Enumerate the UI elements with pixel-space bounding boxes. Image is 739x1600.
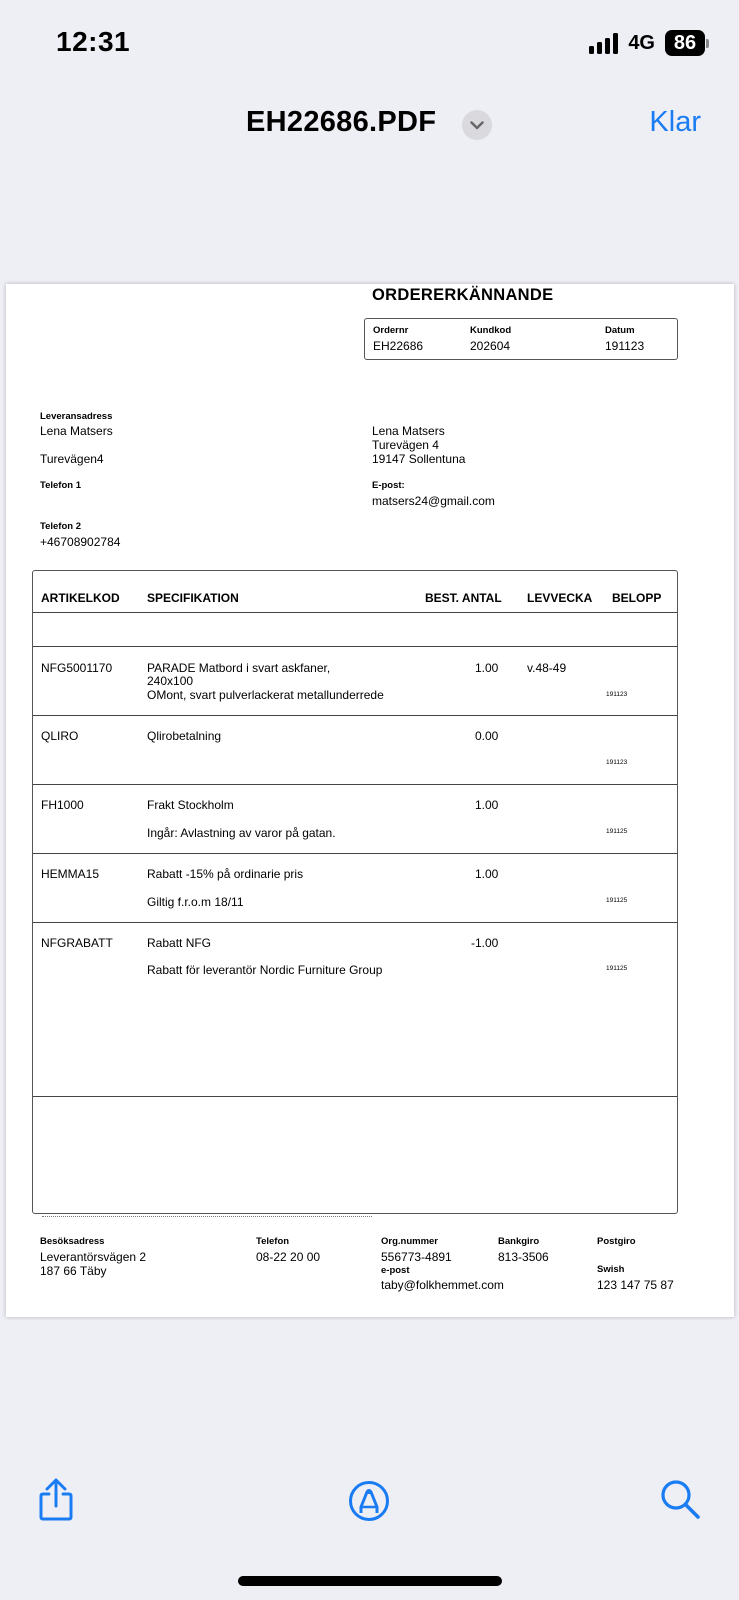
pdf-page[interactable]: [6, 284, 734, 1317]
markup-icon: [348, 1480, 390, 1522]
date-label: Datum: [605, 325, 635, 336]
battery-icon: [665, 30, 709, 56]
phone2-value: +46708902784: [40, 535, 121, 549]
row-code: QLIRO: [41, 729, 79, 743]
search-button[interactable]: [660, 1479, 702, 1526]
row-qty: 1.00: [475, 661, 499, 675]
network-type: 4G: [628, 31, 655, 54]
row-code: HEMMA15: [41, 867, 100, 881]
footer-phone-label: Telefon: [256, 1236, 290, 1247]
col-header-week: LEVVECKA: [527, 591, 593, 605]
row-code: NFG5001170: [41, 661, 113, 675]
row-spec-line2: Giltig f.r.o.m 18/11: [147, 895, 244, 909]
row-spec-line3: OMont, svart pulverlackerat metallunderrede: [147, 688, 384, 702]
delivery-name: Lena Matsers: [40, 424, 113, 438]
swish-label: Swish: [597, 1264, 625, 1275]
swish-value: 123 147 75 87: [597, 1278, 674, 1292]
title-menu-button[interactable]: [462, 110, 492, 140]
billing-city: 19147 Sollentuna: [372, 452, 466, 466]
delivery-address-label: Leveransadress: [40, 411, 113, 422]
order-meta-box: [364, 318, 678, 360]
date-value: 191123: [605, 339, 645, 353]
doc-heading: ORDERERKÄNNANDE: [372, 286, 554, 304]
row-date: 191125: [606, 897, 628, 904]
row-spec: Frakt Stockholm: [147, 798, 234, 812]
row-qty: 0.00: [475, 729, 499, 743]
status-indicators: [589, 30, 709, 56]
order-number-value: EH22686: [373, 339, 424, 353]
row-spec: Qlirobetalning: [147, 729, 222, 743]
row-qty: 1.00: [475, 867, 499, 881]
billing-street: Turevägen 4: [372, 438, 439, 452]
row-spec-line2: Ingår: Avlastning av varor på gatan.: [147, 826, 336, 840]
phone1-label: Telefon 1: [40, 480, 81, 491]
bankgiro-label: Bankgiro: [498, 1236, 540, 1247]
postgiro-label: Postgiro: [597, 1236, 636, 1247]
row-qty: 1.00: [475, 798, 499, 812]
share-button[interactable]: [38, 1478, 74, 1527]
share-icon: [38, 1478, 74, 1522]
footer-email-label: e-post: [381, 1265, 410, 1276]
row-code: FH1000: [41, 798, 84, 812]
customer-code-label: Kundkod: [470, 325, 512, 336]
bankgiro-value: 813-3506: [498, 1250, 549, 1264]
org-number-value: 556773-4891: [381, 1250, 452, 1264]
email-label: E-post:: [372, 480, 405, 491]
markup-button[interactable]: [348, 1480, 390, 1527]
phone2-label: Telefon 2: [40, 521, 81, 532]
delivery-street: Turevägen4: [40, 452, 104, 466]
col-header-code: ARTIKELKOD: [41, 591, 120, 605]
row-date: 191125: [606, 828, 628, 835]
row-spec: Rabatt -15% på ordinarie pris: [147, 867, 304, 881]
row-date: 191125: [606, 965, 628, 972]
order-number-label: Ordernr: [373, 325, 409, 336]
row-spec-line2: Rabatt för leverantör Nordic Furniture Group: [147, 963, 383, 977]
search-icon: [660, 1479, 702, 1521]
row-date: 191123: [606, 759, 628, 766]
row-qty: -1.00: [471, 936, 499, 950]
email-value: matsers24@gmail.com: [372, 494, 495, 508]
dotted-divider: [42, 1216, 372, 1217]
row-date: 191123: [606, 691, 628, 698]
col-header-amount: BELOPP: [612, 591, 662, 605]
org-number-label: Org.nummer: [381, 1236, 439, 1247]
signal-icon: [589, 32, 618, 54]
order-items-table: [32, 570, 678, 1214]
col-header-qty: BEST. ANTAL: [425, 591, 502, 605]
row-spec-line2: 240x100: [147, 674, 194, 688]
battery-level: 86: [665, 30, 705, 56]
row-spec: PARADE Matbord i svart askfaner,: [147, 661, 331, 675]
col-header-spec: SPECIFIKATION: [147, 591, 239, 605]
row-spec: Rabatt NFG: [147, 936, 212, 950]
visit-city: 187 66 Täby: [40, 1264, 107, 1278]
row-code: NFGRABATT: [41, 936, 113, 950]
row-week: v.48-49: [527, 661, 567, 675]
billing-name: Lena Matsers: [372, 424, 445, 438]
footer-phone-value: 08-22 20 00: [256, 1250, 321, 1264]
customer-code-value: 202604: [470, 339, 511, 353]
status-time: 12:31: [56, 26, 131, 57]
document-title[interactable]: EH22686.PDF: [246, 106, 437, 138]
footer-email-value: taby@folkhemmet.com: [381, 1278, 504, 1292]
done-button[interactable]: Klar: [649, 106, 701, 138]
chevron-down-icon: [470, 121, 484, 130]
home-indicator: [238, 1576, 502, 1586]
visit-address-label: Besöksadress: [40, 1236, 105, 1247]
visit-street: Leverantörsvägen 2: [40, 1250, 147, 1264]
